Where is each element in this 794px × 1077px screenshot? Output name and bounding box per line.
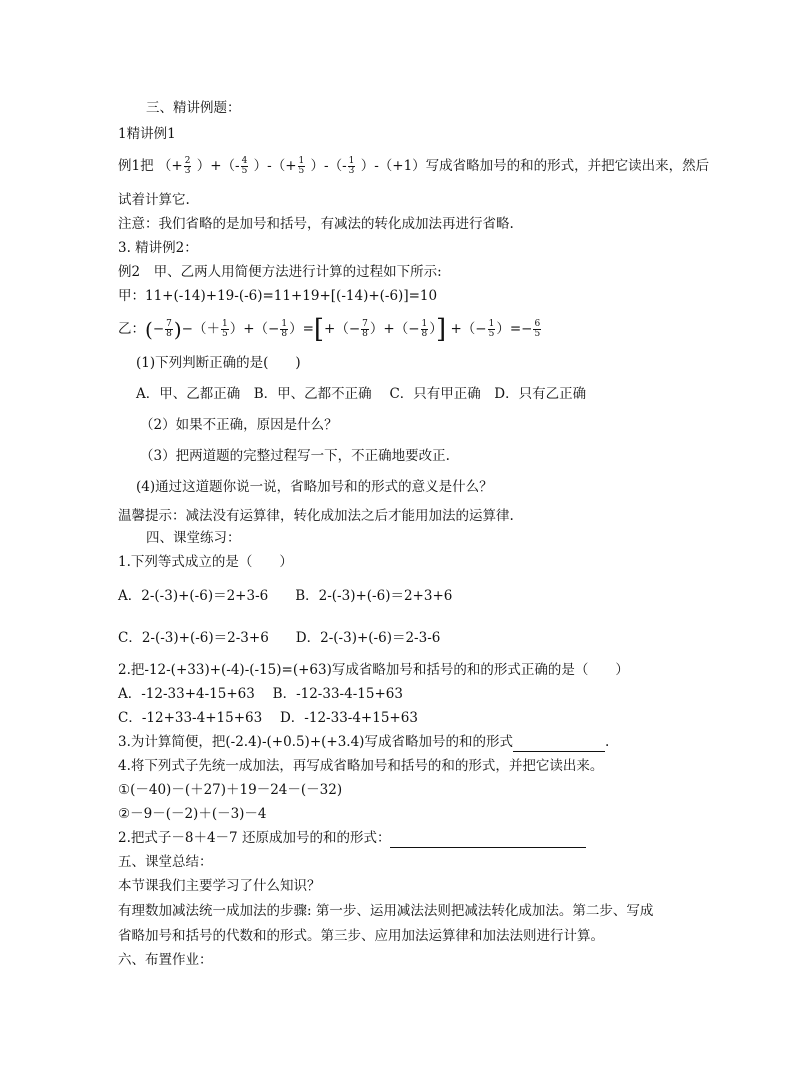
summary-answer-line1: 有理数加减法统一成加法的步骤: 第一步、运用减法法则把减法转化成加法。第二步、写成	[118, 903, 654, 919]
fraction: $\frac{1}{5}$	[488, 319, 495, 339]
fraction: $\frac{7}{8}$	[362, 319, 368, 339]
practice-4: 4.将下列式子先统一成加法，再写成省略加号和括号的和的形式，并把它读出来。	[118, 758, 604, 774]
answer-blank[interactable]	[513, 737, 605, 752]
jia-solution: 甲：11+(-14)+19-(-6)=11+19+[(-14)+(-6)]=10	[118, 288, 438, 304]
practice-2-options-cd: C．-12+33-4+15+63 D．-12-33-4+15+63	[118, 710, 418, 726]
fraction: $\frac{1}{5}$	[221, 319, 228, 339]
section3-heading: 三、精讲例题：	[146, 100, 241, 116]
practice-2-options-ab: A．-12-33+4-15+63 B．-12-33-4-15+63	[118, 686, 403, 702]
practice-1-options-ab: A．2-(-3)+(-6)＝2+3-6 B．2-(-3)+(-6)＝2+3+6	[118, 588, 453, 604]
practice-4-item-2: ②－9－(－2)＋(－3)－4	[118, 806, 267, 822]
fraction: $\frac{7}{8}$	[166, 319, 172, 339]
question-1: (1)下列判断正确的是( )	[136, 355, 301, 371]
practice-1: 1.下列等式成立的是（ ）	[118, 554, 293, 570]
example2-intro: 例2 甲、乙两人用简便方法进行计算的过程如下所示:	[118, 264, 442, 280]
practice-2: 2.把-12-(+33)+(-4)-(-15)=(+63)写成省略加号和括号的和的形式正确的是（ ）	[118, 662, 629, 678]
fraction: $\frac{1}{5}$	[298, 156, 305, 176]
example1-line1: 例1把 （+ $\frac{2}{3}$ ）+（- $\frac{4}{5}$ ）-（+ $\frac{1}{5}$ ）-（- $\frac{1}{3}$ ）-（+1）写成省略加号的和的形式，并把它读出来，然后	[118, 156, 710, 176]
example2-title: 3. 精讲例2：	[118, 240, 198, 256]
practice-5: 2.把式子－8＋4－7 还原成加号的和的形式：	[118, 828, 586, 848]
fraction: $\frac{4}{5}$	[241, 156, 248, 176]
section4-heading: 四、课堂练习：	[146, 530, 241, 546]
tip-text: 温馨提示：减法没有运算律，转化成加法之后才能用加法的运算律.	[118, 508, 514, 524]
fraction: $\frac{6}{5}$	[534, 319, 541, 339]
fraction: $\frac{2}{3}$	[184, 156, 191, 176]
practice-4-item-1: ①(－40)－(＋27)＋19－24－(－32)	[118, 782, 343, 798]
question-1-options: A．甲、乙都正确 B．甲、乙都不正确 C．只有甲正确 D．只有乙正确	[136, 386, 587, 402]
practice-3: 3.为计算简便，把(-2.4)-(+0.5)+(+3.4)写成省略加号的和的形式 .	[118, 734, 610, 750]
fraction: $\frac{1}{3}$	[348, 156, 355, 176]
yi-solution: 乙：(− $\frac{7}{8}$ )−（＋ $\frac{1}{5}$ ）+（− $\frac{1}{8}$ ）=[+（− $\frac{7}{8}$ ）+（− $\frac{1}{8}$ ）] +（− $\frac{1}{5}$ ）=− $\frac{6}{5}$	[118, 314, 541, 345]
question-2: （2）如果不正确，原因是什么？	[140, 417, 338, 433]
fraction: $\frac{1}{8}$	[281, 319, 288, 339]
summary-answer-line2: 省略加号和括号的代数和的形式。第三步、应用加法运算律和加法法则进行计算。	[118, 928, 604, 944]
example1-title: 1精讲例1	[118, 126, 176, 142]
example1-line2: 试着计算它.	[118, 192, 190, 208]
section5-heading: 五、课堂总结：	[118, 854, 213, 870]
fraction: $\frac{1}{8}$	[421, 319, 428, 339]
question-3: （3）把两道题的完整过程写一下，不正确地要改正.	[140, 448, 450, 464]
practice-1-options-cd: C．2-(-3)+(-6)＝2-3+6 D．2-(-3)+(-6)＝2-3-6	[118, 630, 441, 646]
note-text: 注意：我们省略的是加号和括号，有减法的转化成加法再进行省略.	[118, 216, 514, 232]
question-4: (4)通过这道题你说一说，省略加号和的形式的意义是什么？	[136, 479, 493, 495]
section6-heading: 六、布置作业：	[118, 952, 213, 968]
answer-blank[interactable]	[390, 833, 586, 848]
summary-question: 本节课我们主要学习了什么知识？	[118, 878, 321, 894]
